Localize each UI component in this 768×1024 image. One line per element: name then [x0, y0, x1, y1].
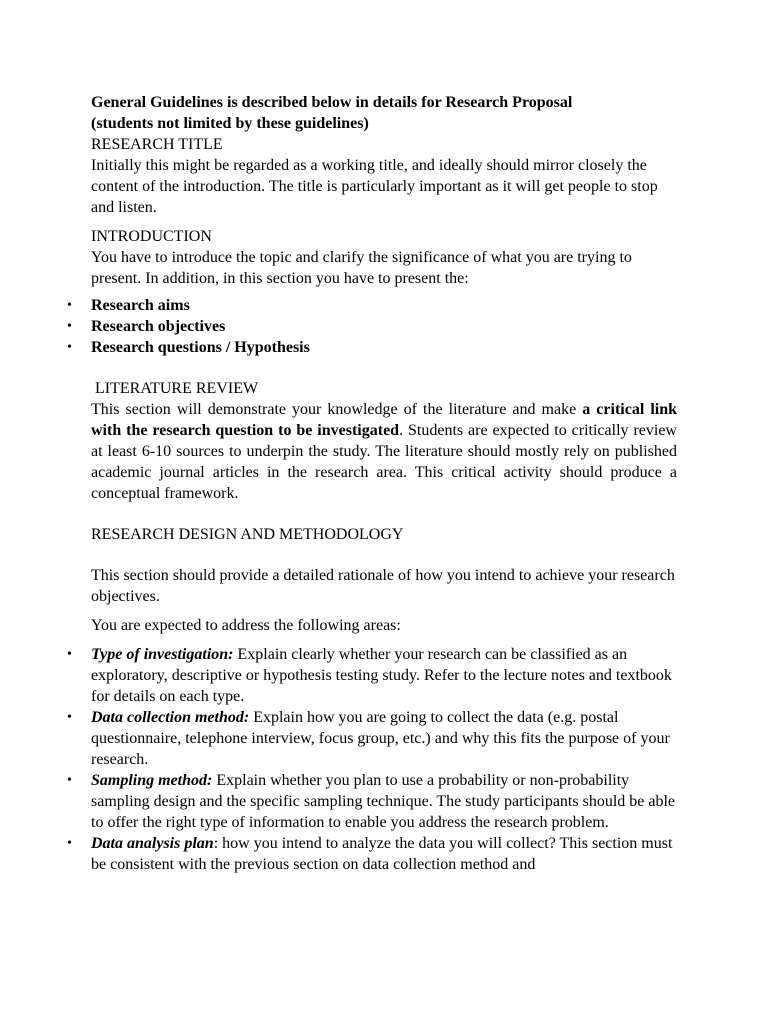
bullet-icon: • — [67, 836, 72, 851]
list-item — [67, 295, 677, 316]
list-item-text: how you intend to analyze the data you will collect? This section must be consistent with the previous section on data collection method and — [91, 835, 673, 873]
bullet-icon: • — [67, 710, 72, 725]
literature-review-body — [91, 399, 677, 504]
research-title-body: Initially this might be regarded as a working title, and ideally should mirror closely the content of the introduction. The title is particularly important as it will get people to stop and listen. — [91, 157, 658, 216]
list-item-label: Research aims — [91, 297, 190, 314]
introduction-body: You have to introduce the topic and clarify the significance of what you are trying to present. In addition, in this section you have to present the: — [91, 249, 632, 287]
list-item-label: Research objectives — [91, 318, 226, 335]
literature-review-emphasis: a critical link with the research question to be investigated — [91, 401, 678, 439]
methodology-list — [67, 644, 677, 875]
research-title-heading: RESEARCH TITLE — [91, 136, 223, 153]
list-item-term-suffix: : — [213, 835, 219, 852]
document-page — [67, 92, 678, 875]
document-title-line1: General Guidelines is described below in details for Research Proposal — [91, 94, 573, 111]
list-item-term: Data collection method: — [91, 709, 250, 726]
bullet-icon: • — [67, 647, 72, 662]
bullet-icon: • — [67, 298, 72, 313]
literature-review-text-start: This section will demonstrate your knowledge of the literature and make — [91, 401, 583, 418]
methodology-intro: This section should provide a detailed rationale of how you intend to achieve your research objectives. — [91, 567, 675, 605]
list-item-term: Data analysis plan — [91, 835, 214, 852]
list-item — [67, 707, 677, 770]
list-item-text: Explain how you are going to collect the data (e.g. postal questionnaire, telephone interview, focus group, etc.) and why this fits the purpose of your research. — [91, 709, 670, 768]
document-title — [91, 92, 677, 134]
methodology-heading: RESEARCH DESIGN AND METHODOLOGY — [91, 526, 404, 543]
list-item — [67, 644, 677, 707]
bullet-icon: • — [67, 773, 72, 788]
list-item — [67, 833, 677, 875]
list-item — [67, 770, 677, 833]
list-item-term: Type of investigation: — [91, 646, 234, 663]
document-title-line2: (students not limited by these guidelines) — [91, 115, 369, 132]
literature-review-heading: LITERATURE REVIEW — [95, 380, 259, 397]
literature-review-text-end: . Students are expected to critically review at least 6-10 sources to underpin the study. The literature should mostly rely on published academic journal articles in the research area. This critical activity should produce a conceptual framework. — [91, 422, 677, 502]
introduction-heading: INTRODUCTION — [91, 228, 212, 245]
list-item-text: Explain clearly whether your research can be classified as an exploratory, descriptive or hypothesis testing study. Refer to the lecture notes and textbook for details on each type. — [91, 646, 672, 705]
methodology-areas-intro: You are expected to address the following areas: — [91, 617, 401, 634]
list-item-text: Explain whether you plan to use a probability or non-probability sampling design and the specific sampling technique. The study participants should be able to offer the right type of information to enable you address the research problem. — [91, 772, 676, 831]
list-item — [67, 337, 677, 358]
list-item-term: Sampling method: — [91, 772, 213, 789]
list-item — [67, 316, 677, 337]
introduction-list — [67, 295, 677, 358]
bullet-icon: • — [67, 319, 72, 334]
list-item-label: Research questions / Hypothesis — [91, 339, 310, 356]
bullet-icon: • — [67, 340, 72, 355]
